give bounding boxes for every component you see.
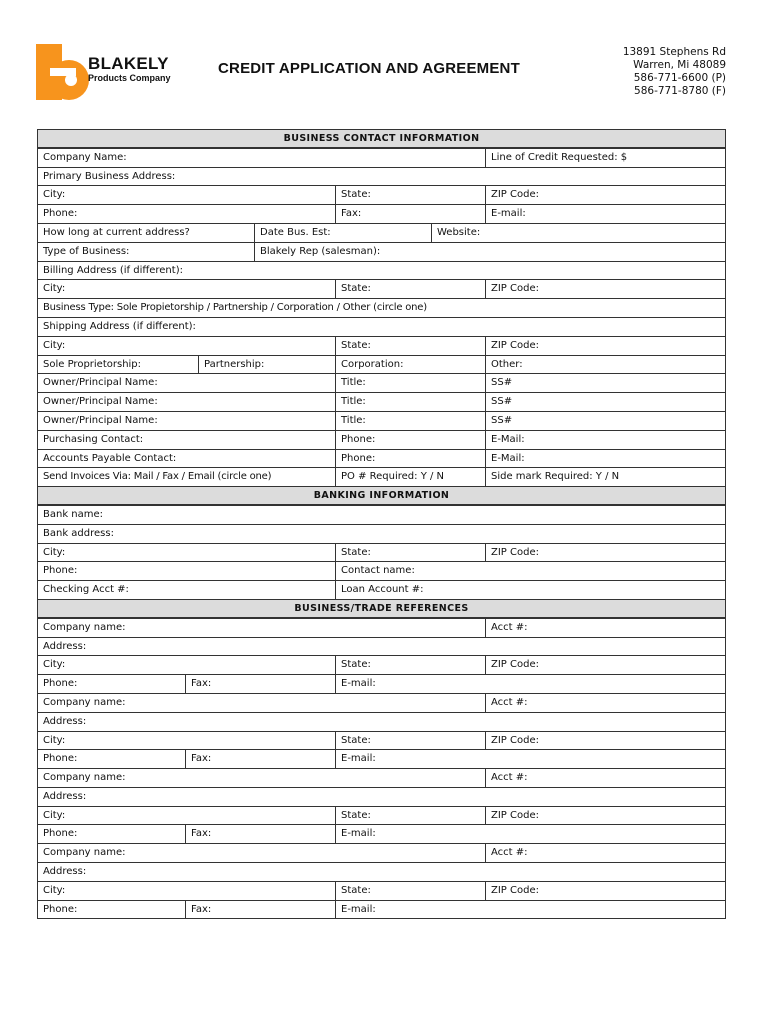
form-row — [38, 168, 725, 187]
bank-state-field[interactable]: State: — [335, 544, 485, 562]
ref-state-field[interactable]: State: — [335, 732, 485, 750]
owner-ss-field[interactable]: SS# — [485, 374, 725, 392]
form-row — [38, 431, 725, 450]
owner-name-field[interactable]: Owner/Principal Name: — [43, 414, 158, 426]
owner-title-field[interactable]: Title: — [335, 393, 485, 411]
address-city: Warren, Mi 48089 — [633, 59, 726, 71]
section-header-references: BUSINESS/TRADE REFERENCES — [38, 600, 725, 619]
po-required-field[interactable]: PO # Required: Y / N — [335, 468, 485, 486]
primary-address-field[interactable]: Primary Business Address: — [43, 170, 176, 182]
form-row — [38, 825, 725, 844]
ref-acct-field[interactable]: Acct #: — [485, 619, 725, 637]
ref-zip-field[interactable]: ZIP Code: — [485, 807, 725, 825]
address-fax: 586-771-8780 (F) — [634, 85, 726, 97]
line-of-credit-field[interactable]: Line of Credit Requested: $ — [485, 149, 725, 167]
ref-email-field[interactable]: E-mail: — [335, 901, 725, 919]
phone-field[interactable]: Phone: — [43, 208, 78, 220]
type-of-business-field[interactable]: Type of Business: — [43, 245, 130, 257]
ref-acct-field[interactable]: Acct #: — [485, 844, 725, 862]
section-header-business: BUSINESS CONTACT INFORMATION — [38, 130, 725, 149]
form-row — [38, 694, 725, 713]
bank-phone-field[interactable]: Phone: — [43, 565, 78, 577]
corporation-field[interactable]: Corporation: — [335, 356, 485, 374]
ref-state-field[interactable]: State: — [335, 807, 485, 825]
ref-acct-field[interactable]: Acct #: — [485, 769, 725, 787]
other-field[interactable]: Other: — [485, 356, 725, 374]
city-field[interactable]: City: — [43, 189, 66, 201]
form-row — [38, 280, 725, 299]
form-row — [38, 356, 725, 375]
owner-name-field[interactable]: Owner/Principal Name: — [43, 396, 158, 408]
owner-title-field[interactable]: Title: — [335, 412, 485, 430]
bank-address-field[interactable]: Bank address: — [43, 527, 114, 539]
form-row — [38, 243, 725, 262]
form-row — [38, 186, 725, 205]
ap-phone-field[interactable]: Phone: — [335, 450, 485, 468]
ref-company-name-field[interactable]: Company name: — [43, 696, 126, 708]
ref-address-field[interactable]: Address: — [43, 790, 87, 802]
accounts-payable-field[interactable]: Accounts Payable Contact: — [43, 452, 177, 464]
side-mark-field[interactable]: Side mark Required: Y / N — [485, 468, 725, 486]
ref-company-name-field[interactable]: Company name: — [43, 772, 126, 784]
ref-zip-field[interactable]: ZIP Code: — [485, 732, 725, 750]
form-row — [38, 149, 725, 168]
ref-email-field[interactable]: E-mail: — [335, 675, 725, 693]
form-row — [38, 882, 725, 901]
zip-field[interactable]: ZIP Code: — [485, 186, 725, 204]
company-name-field[interactable]: Company Name: — [43, 151, 127, 163]
bank-name-field[interactable]: Bank name: — [43, 508, 104, 520]
state-field[interactable]: State: — [335, 186, 485, 204]
form-row — [38, 713, 725, 732]
shipping-city-field[interactable]: City: — [43, 339, 66, 351]
form-row — [38, 374, 725, 393]
ref-state-field[interactable]: State: — [335, 882, 485, 900]
purchasing-phone-field[interactable]: Phone: — [335, 431, 485, 449]
form-row — [38, 318, 725, 337]
ref-phone-field[interactable]: Phone: — [43, 678, 78, 690]
form-row — [38, 393, 725, 412]
ref-phone-field[interactable]: Phone: — [43, 828, 78, 840]
form-row — [38, 844, 725, 863]
business-type-field[interactable]: Business Type: Sole Propietorship / Partnership / Corporation / Other (circle one) — [43, 302, 427, 314]
ref-city-field[interactable]: City: — [43, 659, 66, 671]
address-street: 13891 Stephens Rd — [622, 46, 726, 58]
form-row — [38, 562, 725, 581]
ref-city-field[interactable]: City: — [43, 734, 66, 746]
ref-fax-field[interactable]: Fax: — [185, 825, 335, 843]
form-row — [38, 450, 725, 469]
ref-fax-field[interactable]: Fax: — [185, 675, 335, 693]
bank-city-field[interactable]: City: — [43, 546, 66, 558]
company-address — [623, 46, 726, 98]
form-row — [38, 901, 725, 920]
bank-zip-field[interactable]: ZIP Code: — [485, 544, 725, 562]
ref-city-field[interactable]: City: — [43, 884, 66, 896]
ref-phone-field[interactable]: Phone: — [43, 753, 78, 765]
form-row — [38, 412, 725, 431]
date-established-field[interactable]: Date Bus. Est: — [254, 224, 431, 242]
fax-field[interactable]: Fax: — [335, 205, 485, 223]
ref-address-field[interactable]: Address: — [43, 866, 87, 878]
form-row — [38, 788, 725, 807]
ref-email-field[interactable]: E-mail: — [335, 825, 725, 843]
purchasing-contact-field[interactable]: Purchasing Contact: — [43, 433, 144, 445]
form-row — [38, 675, 725, 694]
form-row — [38, 769, 725, 788]
owner-title-field[interactable]: Title: — [335, 374, 485, 392]
ref-company-name-field[interactable]: Company name: — [43, 621, 126, 633]
form-row — [38, 581, 725, 600]
form-row — [38, 468, 725, 487]
email-field[interactable]: E-mail: — [485, 205, 725, 223]
ref-address-field[interactable]: Address: — [43, 715, 87, 727]
ap-email-field[interactable]: E-Mail: — [485, 450, 725, 468]
ref-fax-field[interactable]: Fax: — [185, 750, 335, 768]
form-row — [38, 262, 725, 281]
partnership-field[interactable]: Partnership: — [198, 356, 335, 374]
ref-address-field[interactable]: Address: — [43, 640, 87, 652]
form-row — [38, 656, 725, 675]
sole-proprietorship-field[interactable]: Sole Proprietorship: — [43, 358, 142, 370]
ref-acct-field[interactable]: Acct #: — [485, 694, 725, 712]
website-field[interactable]: Website: — [431, 224, 725, 242]
shipping-address-field[interactable]: Shipping Address (if different): — [43, 320, 196, 332]
form-row — [38, 506, 725, 525]
owner-ss-field[interactable]: SS# — [485, 393, 725, 411]
owner-ss-field[interactable]: SS# — [485, 412, 725, 430]
ref-zip-field[interactable]: ZIP Code: — [485, 882, 725, 900]
form-row — [38, 638, 725, 657]
form-row — [38, 525, 725, 544]
ref-phone-field[interactable]: Phone: — [43, 903, 78, 915]
blakely-rep-field[interactable]: Blakely Rep (salesman): — [254, 243, 725, 261]
form-row — [38, 299, 725, 318]
bank-contact-field[interactable]: Contact name: — [335, 562, 725, 580]
billing-zip-field[interactable]: ZIP Code: — [485, 280, 725, 298]
billing-state-field[interactable]: State: — [335, 280, 485, 298]
company-name: BLAKELY — [88, 54, 169, 73]
checking-acct-field[interactable]: Checking Acct #: — [43, 584, 129, 596]
ref-zip-field[interactable]: ZIP Code: — [485, 656, 725, 674]
credit-application-form — [37, 129, 726, 919]
form-row — [38, 732, 725, 751]
purchasing-email-field[interactable]: E-Mail: — [485, 431, 725, 449]
form-row — [38, 750, 725, 769]
form-row — [38, 205, 725, 224]
ref-state-field[interactable]: State: — [335, 656, 485, 674]
how-long-field[interactable]: How long at current address? — [43, 226, 190, 238]
billing-city-field[interactable]: City: — [43, 283, 66, 295]
send-invoices-field[interactable]: Send Invoices Via: Mail / Fax / Email (circle one) — [43, 471, 272, 483]
form-row — [38, 807, 725, 826]
section-header-banking: BANKING INFORMATION — [38, 487, 725, 506]
form-row — [38, 619, 725, 638]
owner-name-field[interactable]: Owner/Principal Name: — [43, 377, 158, 389]
form-row — [38, 224, 725, 243]
page-title: CREDIT APPLICATION AND AGREEMENT — [218, 60, 520, 77]
ref-company-name-field[interactable]: Company name: — [43, 847, 126, 859]
form-row — [38, 337, 725, 356]
form-row — [38, 544, 725, 563]
form-row — [38, 863, 725, 882]
shipping-zip-field[interactable]: ZIP Code: — [485, 337, 725, 355]
ref-city-field[interactable]: City: — [43, 809, 66, 821]
ref-email-field[interactable]: E-mail: — [335, 750, 725, 768]
ref-fax-field[interactable]: Fax: — [185, 901, 335, 919]
address-phone: 586-771-6600 (P) — [633, 72, 726, 84]
shipping-state-field[interactable]: State: — [335, 337, 485, 355]
loan-account-field[interactable]: Loan Account #: — [335, 581, 725, 599]
company-subtitle: Products Company — [88, 73, 171, 83]
billing-address-field[interactable]: Billing Address (if different): — [43, 264, 183, 276]
